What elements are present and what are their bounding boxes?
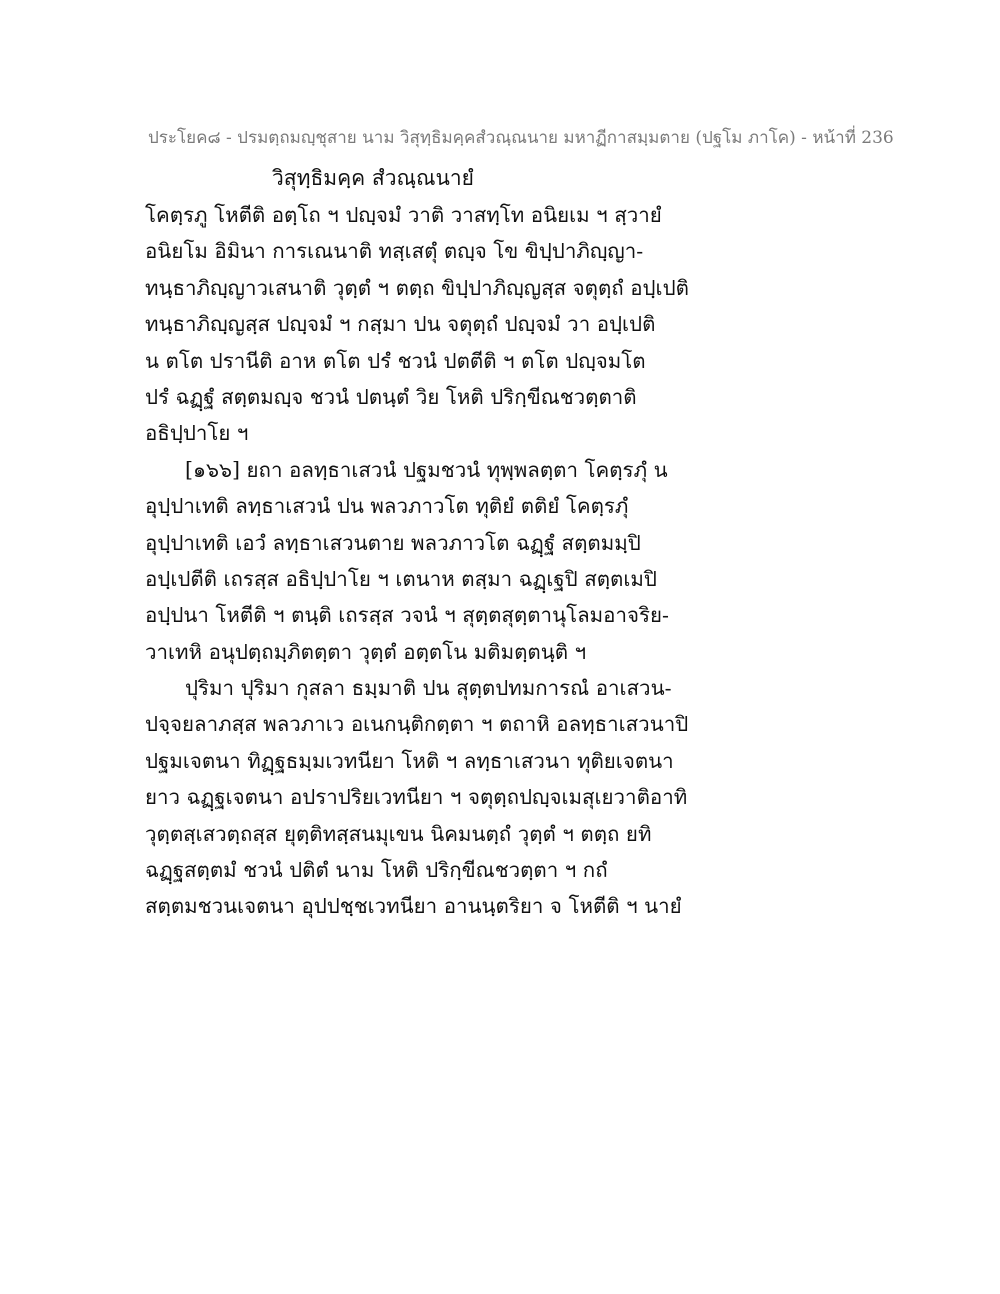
- text-line: อุปฺปาเทติ ลทฺธาเสวนํ ปน พลวภาวโต ทุติยํ ตติยํ โคตฺรภุํ: [145, 494, 629, 519]
- paragraph-start-line: ปุริมา ปุริมา กุสลา ธมฺมาติ ปน สุตฺตปทมการณํ อาเสวน-: [185, 676, 672, 701]
- text-line: อปฺปนา โหตีติ ฯ ตนฺติ เถรสฺส วจนํ ฯ สุตฺตสุตฺตานุโลมอาจริย-: [145, 603, 669, 628]
- text-line: สตฺตมชวนเจตนา อุปปชฺชเวทนียา อานนฺตริยา จ โหตีติ ฯ นายํ: [145, 894, 682, 919]
- text-line: อปฺเปตีติ เถรสฺส อธิปฺปาโย ฯ เตนาห ตสฺมา ฉฏฺเฐปิ สตฺตเมปิ: [145, 566, 657, 591]
- text-line: วาเทหิ อนุปตฺถมฺภิตตฺตา วุตฺตํ อตฺตโน มติมตฺตนฺติ ฯ: [145, 639, 587, 664]
- text-line: ฉฏฺฐสตฺตมํ ชวนํ ปติตํ นาม โหติ ปริกฺขีณชวตฺตา ฯ กถํ: [145, 858, 608, 883]
- text-line: อุปฺปาเทติ เอวํ ลทฺธาเสวนตาย พลวภาวโต ฉฏฺฐํ สตฺตมมฺปิ: [145, 530, 641, 555]
- text-line: น ตโต ปรานีติ อาห ตโต ปรํ ชวนํ ปตตีติ ฯ ตโต ปญฺจมโต: [145, 348, 646, 373]
- text-line: ปจฺจยลาภสฺส พลวภาเว อเนกนฺติกตฺตา ฯ ตถาหิ อลทฺธาเสวนาปิ: [145, 712, 689, 737]
- text-line: ยาว ฉฏฺฐเจตนา อปราปริยเวทนียา ฯ จตุตฺถปญฺจเมสุเยวาติอาทิ: [145, 785, 688, 810]
- text-line: ปรํ ฉฏฺฐํ สตฺตมญฺจ ชวนํ ปตนฺตํ วิย โหติ ปริกฺขีณชวตฺตาติ: [145, 384, 637, 409]
- text-line: ปฐมเจตนา ทิฏฺฐธมฺมเวทนียา โหติ ฯ ลทฺธาเสวนา ทุติยเจตนา: [145, 748, 674, 773]
- section-title: วิสุทฺธิมคฺค สํวณฺณนายํ: [272, 166, 474, 190]
- text-line: ทนฺธาภิญฺญาวเสนาติ วุตฺตํ ฯ ตตฺถ ขิปฺปาภิญฺญสฺส จตุตฺถํ อปฺเปติ: [145, 275, 689, 300]
- text-line: อนิยโม อิมินา การเณนาติ ทสฺเสตุํ ตญฺจ โข ขิปฺปาภิญฺญา-: [145, 239, 644, 264]
- paragraph-start-line: [๑๖๖] ยถา อลทฺธาเสวนํ ปฐมชวนํ ทุพฺพลตฺตา โคตฺรภุํ น: [185, 457, 668, 482]
- page-header: [148, 124, 894, 151]
- body-text: [145, 197, 689, 925]
- text-line: วุตฺตสฺเสวตฺถสฺส ยุตฺติทสฺสนมุเขน นิคมนตฺถํ วุตฺตํ ฯ ตตฺถ ยทิ: [145, 821, 652, 846]
- text-line: โคตฺรภู โหตีติ อตฺโถ ฯ ปญฺจมํ วาติ วาสทฺโท อนิยเม ฯ สฺวายํ: [145, 203, 662, 227]
- text-line: ทนฺธาภิญฺญสฺส ปญฺจมํ ฯ กสฺมา ปน จตุตฺถํ ปญฺจมํ วา อปฺเปติ: [145, 312, 656, 337]
- text-line: อธิปฺปาโย ฯ: [145, 421, 249, 446]
- running-title: ประโยค๘ - ปรมตฺถมญฺชุสาย นาม วิสุทฺธิมคฺคสํวณฺณนาย มหาฏีกาสมฺมตาย (ปฐโม ภาโค) - หน้าที่ 236: [148, 128, 894, 148]
